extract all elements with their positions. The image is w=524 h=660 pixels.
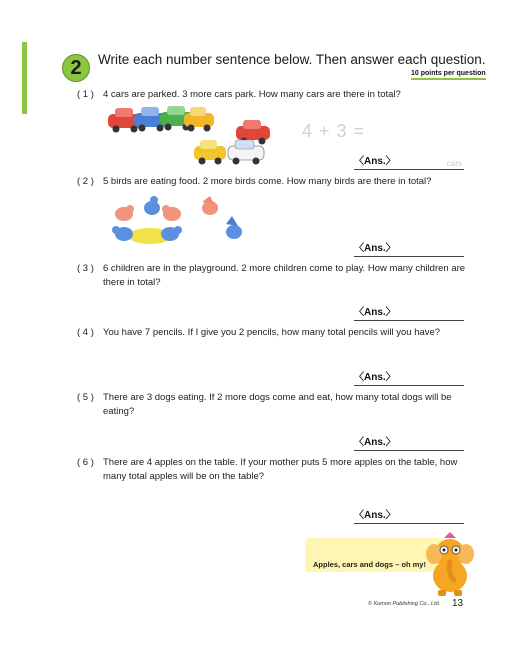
- answer-blank-1[interactable]: [354, 155, 464, 170]
- bird-blue-arriving: [226, 216, 242, 239]
- section-accent-bar: [22, 42, 27, 114]
- answer-label: 〈Ans.〉: [354, 307, 396, 318]
- answer-blank-6[interactable]: [354, 509, 464, 524]
- question-number: ( 5 ): [77, 392, 94, 403]
- question-number: ( 1 ): [77, 89, 94, 100]
- car-yellow: [184, 107, 214, 132]
- car-white-arriving: [228, 140, 264, 165]
- birds-illustration: [110, 194, 250, 250]
- cars-illustration: [108, 104, 278, 170]
- bird-pink-2: [162, 205, 181, 221]
- bird-blue-1: [144, 196, 160, 215]
- hint-equation: 4 + 3 =: [302, 121, 366, 141]
- question-text: There are 4 apples on the table. If your mother puts 5 more apples on the table, how many total apples will be on the table?: [103, 457, 458, 482]
- section-number-badge: 2: [62, 54, 90, 82]
- elephant-mascot-icon: [424, 532, 478, 596]
- answer-label: 〈Ans.〉: [354, 510, 396, 521]
- bird-blue-3: [161, 226, 182, 241]
- question-text: 5 birds are eating food. 2 more birds come. How many birds are there in total?: [103, 176, 432, 187]
- page-number: 13: [452, 598, 464, 609]
- answer-blank-3[interactable]: [354, 306, 464, 321]
- question-text: There are 3 dogs eating. If 2 more dogs come and eat, how many total dogs will be eating?: [103, 392, 452, 417]
- bird-pink-arriving: [202, 196, 218, 215]
- speech-bubble-text: Apples, cars and dogs – oh my!: [313, 560, 426, 569]
- answer-label: 〈Ans.〉: [354, 156, 396, 167]
- question-text: 4 cars are parked. 3 more cars park. How many cars are there in total?: [103, 89, 401, 100]
- question-text: You have 7 pencils. If I give you 2 pencils, how many total pencils will you have?: [103, 327, 441, 338]
- bird-pink-1: [115, 205, 134, 221]
- question-number: ( 6 ): [77, 457, 94, 468]
- publisher-credit: © Kumon Publishing Co., Ltd.: [368, 601, 441, 607]
- question-text: 6 children are in the playground. 2 more children come to play. How many children are there in total?: [103, 263, 466, 288]
- section-instruction: Write each number sentence below. Then answer each question.: [98, 52, 486, 67]
- car-yellow-arriving: [194, 140, 226, 165]
- answer-label: 〈Ans.〉: [354, 372, 396, 383]
- answer-label: 〈Ans.〉: [354, 437, 396, 448]
- answer-blank-5[interactable]: [354, 436, 464, 451]
- answer-blank-4[interactable]: [354, 371, 464, 386]
- question-number: ( 4 ): [77, 327, 94, 338]
- points-label: 10 points per question: [411, 70, 486, 80]
- answer-unit: cars: [446, 159, 462, 168]
- question-number: ( 2 ): [77, 176, 94, 187]
- bird-blue-2: [112, 226, 133, 241]
- question-number: ( 3 ): [77, 263, 94, 274]
- answer-blank-2[interactable]: [354, 242, 464, 257]
- answer-label: 〈Ans.〉: [354, 243, 396, 254]
